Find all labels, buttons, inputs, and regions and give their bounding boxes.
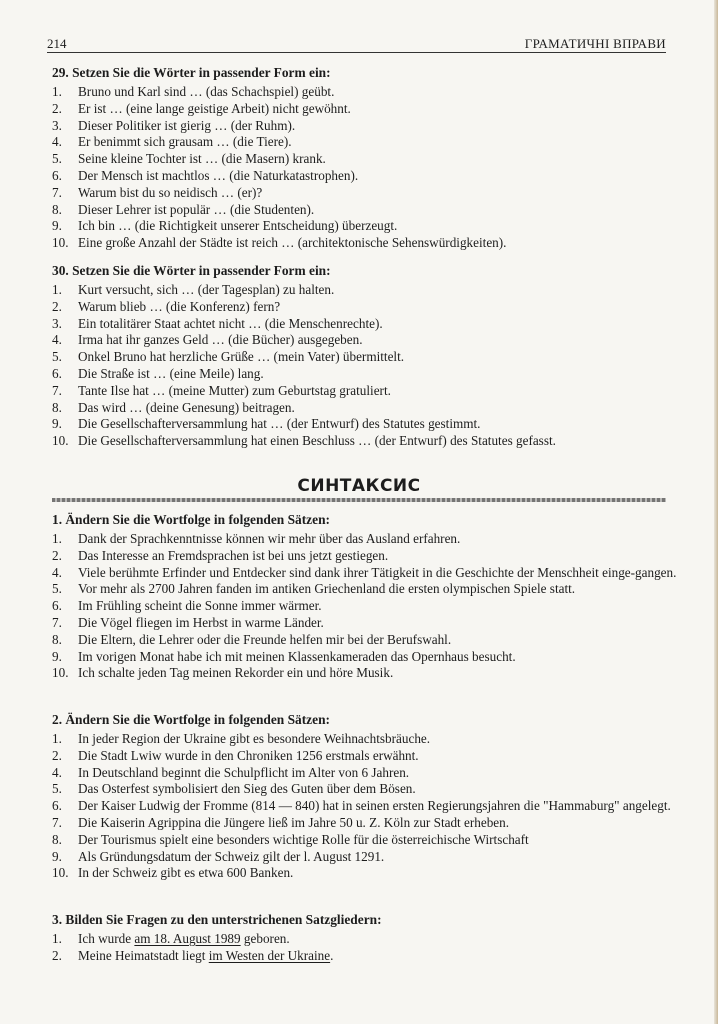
syntax-exercise-2 bbox=[52, 711, 678, 882]
item-text: Vor mehr als 2700 Jahren fanden im antiken Griechenland die ersten olympischen Spiele statt. bbox=[78, 581, 576, 597]
list-item bbox=[52, 598, 678, 615]
item-text: Der Kaiser Ludwig der Fromme (814 — 840) hat in seinen ersten Regierungsjahren die "Hammaburg" angelegt. bbox=[78, 798, 671, 814]
item-text bbox=[78, 948, 678, 965]
list-item bbox=[52, 548, 678, 565]
underlined-phrase: am 18. August 1989 bbox=[134, 931, 241, 946]
list-item bbox=[52, 151, 678, 168]
item-number: 4. bbox=[52, 134, 62, 150]
item-text: Das wird … (deine Genesung) beitragen. bbox=[78, 399, 295, 415]
item-text: Die Stadt Lwiw wurde in den Chroniken 1256 erstmals erwähnt. bbox=[78, 747, 419, 763]
item-number: 8. bbox=[52, 831, 62, 847]
list-item bbox=[52, 581, 678, 598]
item-text: Eine große Anzahl der Städte ist reich … (architektonische Sehenswürdigkeiten). bbox=[78, 235, 507, 251]
list-item bbox=[52, 134, 678, 151]
item-text: Warum bist du so neidisch … (er)? bbox=[78, 184, 263, 200]
item-number: 5. bbox=[52, 581, 62, 597]
item-text-post: . bbox=[330, 947, 334, 963]
running-title: ГРАМАТИЧНІ ВПРАВИ bbox=[524, 36, 666, 51]
exercise-30 bbox=[52, 262, 678, 450]
item-text: Seine kleine Tochter ist … (die Masern) krank. bbox=[78, 151, 326, 167]
item-number: 6. bbox=[52, 598, 62, 614]
item-text: Ich schalte jeden Tag meinen Rekorder ein und höre Musik. bbox=[78, 665, 394, 681]
item-number: 2. bbox=[52, 100, 62, 116]
list-item bbox=[52, 865, 678, 882]
item-text: Im vorigen Monat habe ich mit meinen Klassenkameraden das Opernhaus besucht. bbox=[78, 648, 516, 664]
item-number: 9. bbox=[52, 848, 62, 864]
item-number: 5. bbox=[52, 151, 62, 167]
list-item bbox=[52, 948, 678, 965]
list-item bbox=[52, 400, 678, 417]
list-item bbox=[52, 235, 678, 252]
list-item bbox=[52, 433, 678, 450]
list-item bbox=[52, 168, 678, 185]
item-text: Ich bin … (die Richtigkeit unserer Entscheidung) überzeugt. bbox=[78, 218, 398, 234]
list-item bbox=[52, 649, 678, 666]
page-edge bbox=[714, 0, 718, 1024]
item-text: Die Gesellschafterversammlung hat einen Beschluss … (der Entwurf) des Statutes gefasst. bbox=[78, 433, 556, 449]
item-text-pre: Meine Heimatstadt liegt bbox=[78, 947, 209, 963]
item-text: Irma hat ihr ganzes Geld … (die Bücher) ausgegeben. bbox=[78, 332, 363, 348]
item-text: In der Schweiz gibt es etwa 600 Banken. bbox=[78, 865, 294, 881]
list-item bbox=[52, 748, 678, 765]
item-number: 9. bbox=[52, 416, 62, 432]
item-text: Die Gesellschafterversammlung hat … (der Entwurf) des Statutes gestimmt. bbox=[78, 416, 481, 432]
item-text: In Deutschland beginnt die Schulpflicht im Alter von 6 Jahren. bbox=[78, 764, 410, 780]
item-text: Das Interesse an Fremdsprachen ist bei uns jetzt gestiegen. bbox=[78, 547, 389, 563]
item-number: 10. bbox=[52, 235, 69, 251]
item-text: Als Gründungsdatum der Schweiz gilt der l. August 1291. bbox=[78, 848, 385, 864]
item-number: 2. bbox=[52, 747, 62, 763]
item-number: 2. bbox=[52, 298, 62, 314]
list-item bbox=[52, 731, 678, 748]
exercise-title: 2. Ändern Sie die Wortfolge in folgenden Sätzen: bbox=[52, 712, 330, 727]
item-number: 4. bbox=[52, 564, 62, 580]
item-number: 6. bbox=[52, 365, 62, 381]
item-text: Dieser Politiker ist gierig … (der Ruhm). bbox=[78, 117, 296, 133]
list-item bbox=[52, 101, 678, 118]
item-number: 3. bbox=[52, 315, 62, 331]
item-text: Er benimmt sich grausam … (die Tiere). bbox=[78, 134, 292, 150]
item-number: 1. bbox=[52, 531, 62, 546]
item-text: Kurt versucht, sich … (der Tagesplan) zu halten. bbox=[78, 282, 335, 297]
list-item bbox=[52, 349, 678, 366]
list-item bbox=[52, 282, 678, 299]
section-divider bbox=[52, 498, 666, 502]
syntax-exercise-3 bbox=[52, 911, 678, 965]
item-number: 10. bbox=[52, 433, 69, 449]
list-item bbox=[52, 781, 678, 798]
exercise-title: 3. Bilden Sie Fragen zu den unterstrichenen Satzgliedern: bbox=[52, 912, 382, 927]
list-item bbox=[52, 798, 678, 815]
item-text: Im Frühling scheint die Sonne immer wärmer. bbox=[78, 598, 322, 614]
item-text bbox=[78, 931, 678, 948]
item-number: 7. bbox=[52, 614, 62, 630]
item-text: Die Eltern, die Lehrer oder die Freunde helfen mir bei der Berufswahl. bbox=[78, 631, 452, 647]
item-text: Dieser Lehrer ist populär … (die Studenten). bbox=[78, 201, 315, 217]
item-text: Er ist … (eine lange geistige Arbeit) nicht gewöhnt. bbox=[78, 100, 351, 116]
list-item bbox=[52, 632, 678, 649]
list-item bbox=[52, 366, 678, 383]
list-item bbox=[52, 815, 678, 832]
list-item bbox=[52, 531, 678, 548]
list-item bbox=[52, 383, 678, 400]
list-item bbox=[52, 202, 678, 219]
list-item bbox=[52, 332, 678, 349]
item-text: Der Tourismus spielt eine besonders wichtige Rolle für die österreichische Wirtschaft bbox=[78, 831, 529, 847]
list-item bbox=[52, 416, 678, 433]
item-number: 3. bbox=[52, 117, 62, 133]
item-number: 7. bbox=[52, 814, 62, 830]
item-number: 5. bbox=[52, 781, 62, 797]
section-syntax bbox=[52, 476, 666, 502]
item-number: 2. bbox=[52, 947, 62, 963]
item-text: Die Vögel fliegen im Herbst in warme Länder. bbox=[78, 614, 324, 630]
page-header bbox=[47, 36, 666, 53]
list-item bbox=[52, 931, 678, 948]
item-text: Die Straße ist … (eine Meile) lang. bbox=[78, 365, 264, 381]
list-item bbox=[52, 765, 678, 782]
item-text: Die Kaiserin Agrippina die Jüngere ließ im Jahre 50 u. Z. Köln zur Stadt erheben. bbox=[78, 814, 510, 830]
item-text: Viele berühmte Erfinder und Entdecker sind dank ihrer Tätigkeit in die Geschichte der Menschheit einge-gangen. bbox=[78, 564, 677, 580]
item-text: Dank der Sprachkenntnisse können wir mehr über das Ausland erfahren. bbox=[78, 531, 461, 546]
list-item bbox=[52, 118, 678, 135]
item-number: 1. bbox=[52, 84, 62, 99]
exercise-title: 1. Ändern Sie die Wortfolge in folgenden Sätzen: bbox=[52, 512, 330, 527]
exercise-29 bbox=[52, 64, 678, 252]
item-number: 7. bbox=[52, 184, 62, 200]
list-item bbox=[52, 615, 678, 632]
item-number: 10. bbox=[52, 865, 69, 881]
item-number: 6. bbox=[52, 167, 62, 183]
item-text-pre: Ich wurde bbox=[78, 931, 135, 946]
item-number: 5. bbox=[52, 349, 62, 365]
list-item bbox=[52, 218, 678, 235]
item-text: Warum blieb … (die Konferenz) fern? bbox=[78, 298, 281, 314]
item-number: 8. bbox=[52, 399, 62, 415]
list-item bbox=[52, 316, 678, 333]
item-text: Bruno und Karl sind … (das Schachspiel) geübt. bbox=[78, 84, 335, 99]
section-heading: СИНТАКСИС bbox=[297, 476, 421, 496]
list-item bbox=[52, 565, 678, 582]
item-number: 6. bbox=[52, 798, 62, 814]
item-number: 1. bbox=[52, 931, 62, 946]
item-text: Onkel Bruno hat herzliche Grüße … (mein Vater) übermittelt. bbox=[78, 349, 405, 365]
exercise-title: 30. Setzen Sie die Wörter in passender Form ein: bbox=[52, 263, 331, 278]
list-item bbox=[52, 665, 678, 682]
page-number: 214 bbox=[47, 36, 67, 51]
item-text: Ein totalitärer Staat achtet nicht … (die Menschenrechte). bbox=[78, 315, 383, 331]
item-number: 9. bbox=[52, 218, 62, 234]
item-number: 2. bbox=[52, 547, 62, 563]
list-item bbox=[52, 185, 678, 202]
item-number: 8. bbox=[52, 201, 62, 217]
item-text: In jeder Region der Ukraine gibt es besondere Weihnachtsbräuche. bbox=[78, 731, 431, 746]
item-number: 7. bbox=[52, 382, 62, 398]
item-number: 4. bbox=[52, 332, 62, 348]
item-text: Tante Ilse hat … (meine Mutter) zum Geburtstag gratuliert. bbox=[78, 382, 391, 398]
item-text-post: geboren. bbox=[240, 931, 290, 946]
syntax-exercise-1 bbox=[52, 511, 678, 682]
list-item bbox=[52, 849, 678, 866]
item-text: Das Osterfest symbolisiert den Sieg des Guten über dem Bösen. bbox=[78, 781, 416, 797]
item-number: 1. bbox=[52, 282, 62, 297]
underlined-phrase: im Westen der Ukraine bbox=[208, 947, 331, 963]
item-text: Der Mensch ist machtlos … (die Naturkatastrophen). bbox=[78, 167, 359, 183]
list-item bbox=[52, 299, 678, 316]
list-item bbox=[52, 832, 678, 849]
item-number: 1. bbox=[52, 731, 62, 746]
item-number: 8. bbox=[52, 631, 62, 647]
item-number: 4. bbox=[52, 764, 62, 780]
list-item bbox=[52, 84, 678, 101]
item-number: 9. bbox=[52, 648, 62, 664]
exercise-title: 29. Setzen Sie die Wörter in passender Form ein: bbox=[52, 65, 331, 80]
item-number: 10. bbox=[52, 665, 69, 681]
